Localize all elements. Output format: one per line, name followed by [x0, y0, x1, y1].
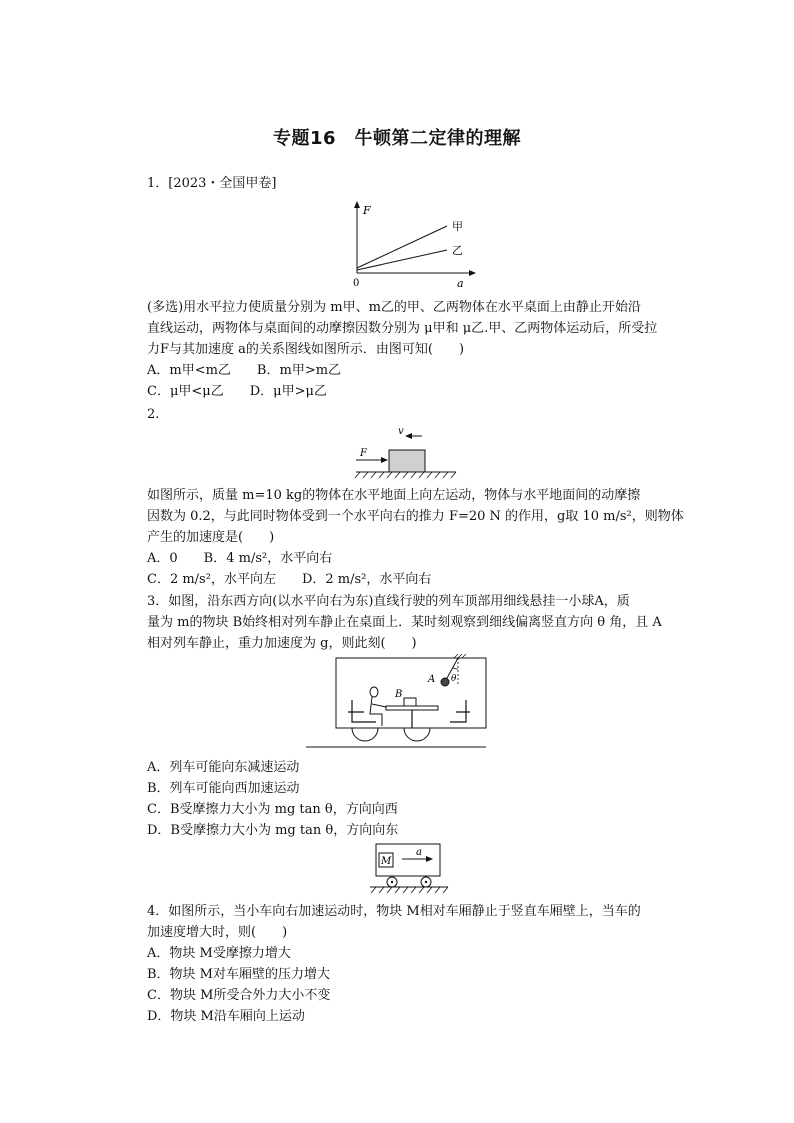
- angle-arc: [453, 668, 458, 669]
- q1-options-cd: C．μ甲<μ乙 D．μ甲>μ乙: [147, 384, 327, 399]
- q2-stem-line-1: 如图所示，质量 m=10 kg的物体在水平地面上向左运动，物体与水平地面间的动摩擦: [147, 488, 641, 503]
- q2-options-ab: A．0 B．4 m/s²，水平向右: [147, 551, 333, 566]
- q3-option-d: D．B受摩擦力大小为 mg tan θ，方向向东: [147, 823, 399, 838]
- q3-option-a: A．列车可能向东减速运动: [147, 760, 300, 775]
- ground-hatching: [355, 472, 456, 478]
- block: [389, 450, 425, 472]
- ceiling-hatching: [454, 654, 466, 658]
- block-b: [404, 698, 416, 706]
- theta-label: θ: [451, 674, 457, 684]
- line-jia-label: 甲: [452, 220, 463, 233]
- q1-options-ab: A．m甲<m乙 B．m甲>m乙: [147, 363, 342, 378]
- table-top: [386, 706, 438, 710]
- q3-option-b: B．列车可能向西加速运动: [147, 781, 300, 796]
- force-label: F: [360, 448, 367, 459]
- origin-label: 0: [353, 278, 360, 289]
- q2-block-diagram: [352, 424, 462, 480]
- acceleration-label: a: [416, 847, 422, 858]
- line-yi-label: 乙: [452, 244, 463, 257]
- q4-option-b: B．物块 M对车厢壁的压力增大: [147, 967, 330, 982]
- ground-hatching: [371, 887, 448, 893]
- q3-stem-line-1: 3．如图，沿东西方向(以水平向右为东)直线行驶的列车顶部用细线悬挂一小球A，质: [147, 594, 630, 609]
- velocity-label: v: [398, 426, 404, 437]
- page-title: 专题16 牛顿第二定律的理解: [272, 128, 522, 149]
- q3-train-diagram: [300, 654, 492, 754]
- q1-stem-line-1: (多选)用水平拉力使质量分别为 m甲、m乙的甲、乙两物体在水平桌面上由静止开始沿: [147, 300, 641, 315]
- q4-option-c: C．物块 M所受合外力大小不变: [147, 988, 331, 1003]
- x-axis-label: a: [457, 277, 464, 290]
- block-b-label: B: [395, 689, 403, 700]
- q1-stem-line-3: 力F与其加速度 a的关系图线如图所示．由图可知( ): [147, 342, 465, 357]
- carriage-body: [336, 658, 486, 728]
- q4-cart-diagram: [368, 840, 460, 898]
- ball-a: [441, 678, 449, 686]
- q3-stem-line-2: 量为 m的物块 B始终相对列车静止在桌面上．某时刻观察到细线偏离竖直方向 θ 角，且 A: [147, 615, 662, 630]
- wheel-hub-left: [391, 881, 393, 883]
- q1-header: 1．[2023・全国甲卷]: [147, 176, 277, 191]
- q4-option-d: D．物块 M沿车厢向上运动: [147, 1009, 305, 1024]
- q4-stem-line-2: 加速度增大时，则( ): [147, 925, 288, 940]
- line-jia: [357, 226, 447, 268]
- y-axis-label: F: [363, 204, 371, 217]
- q2-stem-line-2: 因数为 0.2，与此同时物体受到一个水平向右的推力 F=20 N 的作用，g取 10 m/s²，则物体: [147, 509, 684, 524]
- q4-stem-line-1: 4．如图所示，当小车向右加速运动时，物块 M相对车厢静止于竖直车厢壁上，当车的: [147, 904, 641, 919]
- q2-options-cd: C．2 m/s²，水平向左 D．2 m/s²，水平向右: [147, 572, 432, 587]
- wheel-left: [352, 728, 378, 741]
- q3-stem-line-3: 相对列车静止，重力加速度为 g，则此刻( ): [147, 636, 417, 651]
- line-yi: [357, 250, 447, 270]
- ball-a-label: A: [428, 674, 436, 685]
- wheel-right: [404, 728, 430, 741]
- seated-person: [370, 687, 386, 726]
- q4-option-a: A．物块 M受摩擦力增大: [147, 946, 291, 961]
- block-m-label: M: [381, 856, 392, 867]
- q3-option-c: C．B受摩擦力大小为 mg tan θ，方向向西: [147, 802, 398, 817]
- left-seat: [348, 700, 376, 722]
- wheel-hub-right: [425, 881, 427, 883]
- q1-stem-line-2: 直线运动，两物体与桌面间的动摩擦因数分别为 μ甲和 μ乙.甲、乙两物体运动后，所受拉: [147, 321, 658, 336]
- q2-number: 2.: [147, 407, 160, 422]
- q2-stem-line-3: 产生的加速度是( ): [147, 530, 275, 545]
- q1-force-acceleration-graph: [335, 198, 485, 290]
- right-seat: [450, 700, 470, 722]
